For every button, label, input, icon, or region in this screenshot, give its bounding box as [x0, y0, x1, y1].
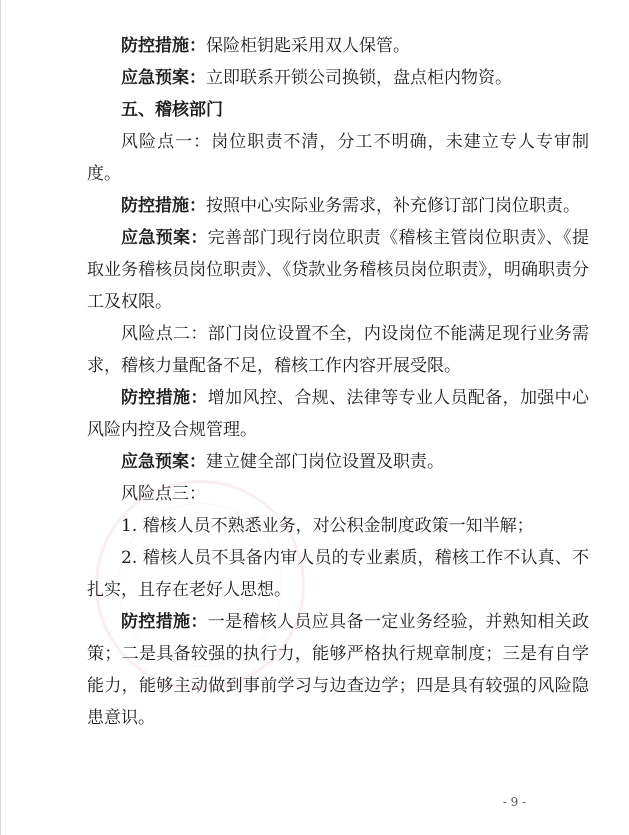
- measure-paragraph-2: [87, 190, 589, 222]
- measure-paragraph-4: [87, 606, 589, 734]
- measure-text: 保险柜钥匙采用双人保管。: [206, 36, 410, 56]
- measure-paragraph-3: [87, 382, 589, 446]
- measure-label: 防控措施：: [121, 612, 208, 632]
- risk-label: 风险点一：: [121, 132, 212, 152]
- section-heading: 五、稽核部门: [121, 100, 223, 120]
- measure-label: 防控措施：: [121, 196, 206, 216]
- risk-label: 风险点三：: [121, 484, 206, 504]
- plan-text: 建立健全部门岗位设置及职责。: [206, 452, 444, 472]
- measure-paragraph-1: [87, 30, 589, 62]
- risk-label: 风险点二：: [121, 324, 208, 344]
- list-item: 2. 稽核人员不具备内审人员的专业素质，稽核工作不认真、不扎实，且存在老好人思想。: [87, 548, 589, 600]
- page-number: - 9 -: [502, 795, 527, 809]
- plan-text: 完善部门现行岗位职责《稽核主管岗位职责》、《提取业务稽核员岗位职责》、《贷款业务稽核员岗位职责》，明确职责分工及权限。: [87, 228, 590, 312]
- risk-paragraph-3: [87, 478, 589, 510]
- plan-paragraph-1: [87, 62, 589, 94]
- measure-label: 防控措施：: [121, 388, 208, 408]
- risk-paragraph-1: [87, 126, 589, 190]
- measure-label: 防控措施：: [121, 36, 206, 56]
- plan-paragraph-3: [87, 446, 589, 478]
- measure-text: 一是稽核人员应具备一定业务经验，并熟知相关政策；二是具备较强的执行力，能够严格执行规章制度；三是有自学能力，能够主动做到事前学习与边查边学；四是具有较强的风险隐患意识。: [87, 612, 590, 728]
- page-edge: [0, 0, 1, 835]
- plan-label: 应急预案：: [121, 452, 206, 472]
- plan-text: 立即联系开锁公司换锁，盘点柜内物资。: [206, 68, 512, 88]
- risk-item-list: [87, 510, 589, 606]
- risk-paragraph-2: [87, 318, 589, 382]
- measure-text: 增加风控、合规、法律等专业人员配备，加强中心风险内控及合规管理。: [87, 388, 590, 440]
- risk-text: 部门岗位设置不全，内设岗位不能满足现行业务需求，稽核力量配备不足，稽核工作内容开展受限。: [87, 324, 590, 376]
- plan-label: 应急预案：: [121, 68, 206, 88]
- plan-paragraph-2: [87, 222, 589, 318]
- plan-label: 应急预案：: [121, 228, 208, 248]
- risk-text: 岗位职责不清，分工不明确，未建立专人专审制度。: [87, 132, 590, 184]
- measure-text: 按照中心实际业务需求，补充修订部门岗位职责。: [206, 196, 580, 216]
- list-item: 1. 稽核人员不熟悉业务，对公积金制度政策一知半解；: [121, 516, 534, 536]
